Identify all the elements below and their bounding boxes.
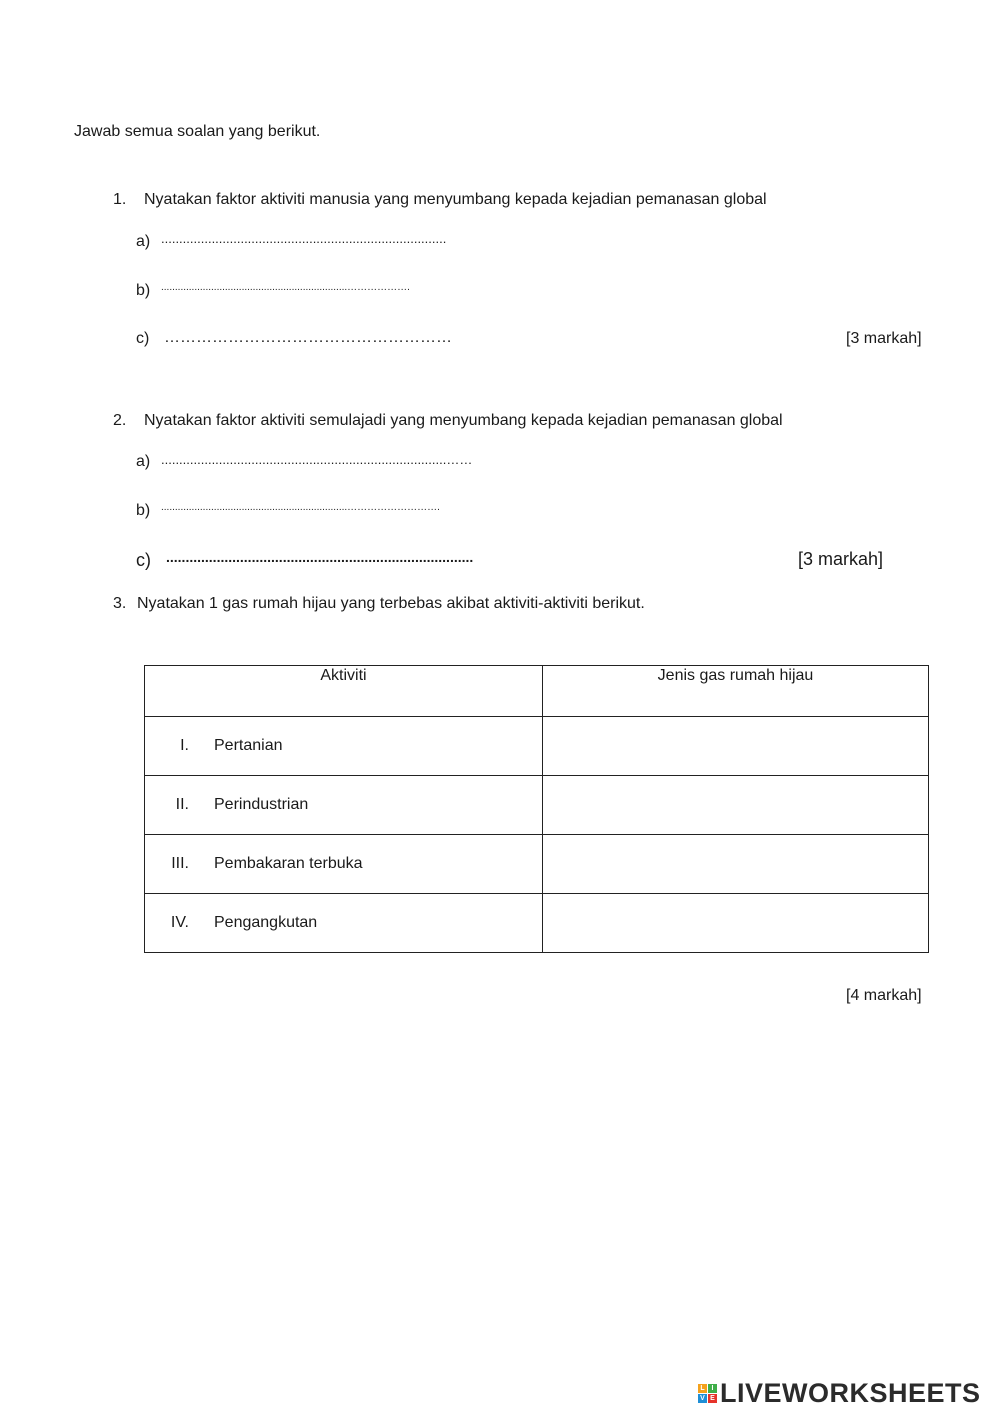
q2-c-answer-line[interactable]: ............................................................................... [166,549,474,565]
question-2-number: 2. [113,412,127,429]
q1-marks: [3 markah] [846,330,922,347]
question-2-text: Nyatakan faktor aktiviti semulajadi yang menyumbang kepada kejadian pemanasan global [144,412,783,429]
liveworksheets-logo-icon [698,1384,717,1403]
logo-mark-letter: I [708,1384,717,1393]
q2-marks: [3 markah] [798,549,884,569]
answer-cell[interactable] [543,835,929,894]
q2-c-label: c) [136,550,151,570]
row-number: I. [180,737,189,754]
q1-a-label: a) [136,233,151,250]
answer-cell[interactable] [543,717,929,776]
row-number: IV. [170,914,189,931]
activity-cell [145,717,543,776]
question-3-number: 3. [113,595,127,612]
q1-b-label: b) [136,282,151,299]
table-header-row [145,666,929,717]
q2-a-answer-line[interactable]: ...............................................................................…… [161,452,473,467]
liveworksheets-logo [698,1377,981,1409]
row-number: III. [171,855,189,872]
logo-text: LIVEWORKSHEETS [720,1377,981,1408]
answer-cell[interactable] [543,894,929,953]
answer-cell[interactable] [543,776,929,835]
activity-label: Pertanian [214,737,283,754]
activity-cell [145,894,543,953]
table-row [145,776,929,835]
greenhouse-gas-table [144,665,929,953]
header-jenis-gas: Jenis gas rumah hijau [543,666,929,717]
question-3-text: Nyatakan 1 gas rumah hijau yang terbebas akibat aktiviti-aktiviti berikut. [137,595,645,612]
logo-mark-letter: V [698,1394,707,1403]
q1-c-label: c) [136,330,150,347]
question-1-number: 1. [113,191,127,208]
question-1-text: Nyatakan faktor aktiviti manusia yang menyumbang kepada kejadian pemanasan global [144,191,767,208]
q2-a-label: a) [136,453,151,470]
activity-label: Pembakaran terbuka [214,855,363,872]
table-row [145,835,929,894]
activity-cell [145,776,543,835]
q1-b-answer-line[interactable]: ...................................................................………………. [161,282,410,293]
table-row [145,894,929,953]
activity-label: Pengangkutan [214,914,318,931]
activity-label: Perindustrian [214,796,309,813]
logo-mark-letter: L [698,1384,707,1393]
q2-b-answer-line[interactable]: ...................................................................………………………. [161,502,440,513]
activity-cell [145,835,543,894]
q2-b-label: b) [136,502,151,519]
q1-a-answer-line[interactable]: ............................................................................... [161,231,447,246]
table-row [145,717,929,776]
row-number: II. [175,796,189,813]
header-aktiviti: Aktiviti [145,666,543,717]
instruction-text: Jawab semua soalan yang berikut. [74,123,321,140]
q1-c-answer-line[interactable]: ……………………………………………… [164,329,452,346]
q3-marks: [4 markah] [846,987,922,1004]
logo-mark-letter: E [708,1394,717,1403]
